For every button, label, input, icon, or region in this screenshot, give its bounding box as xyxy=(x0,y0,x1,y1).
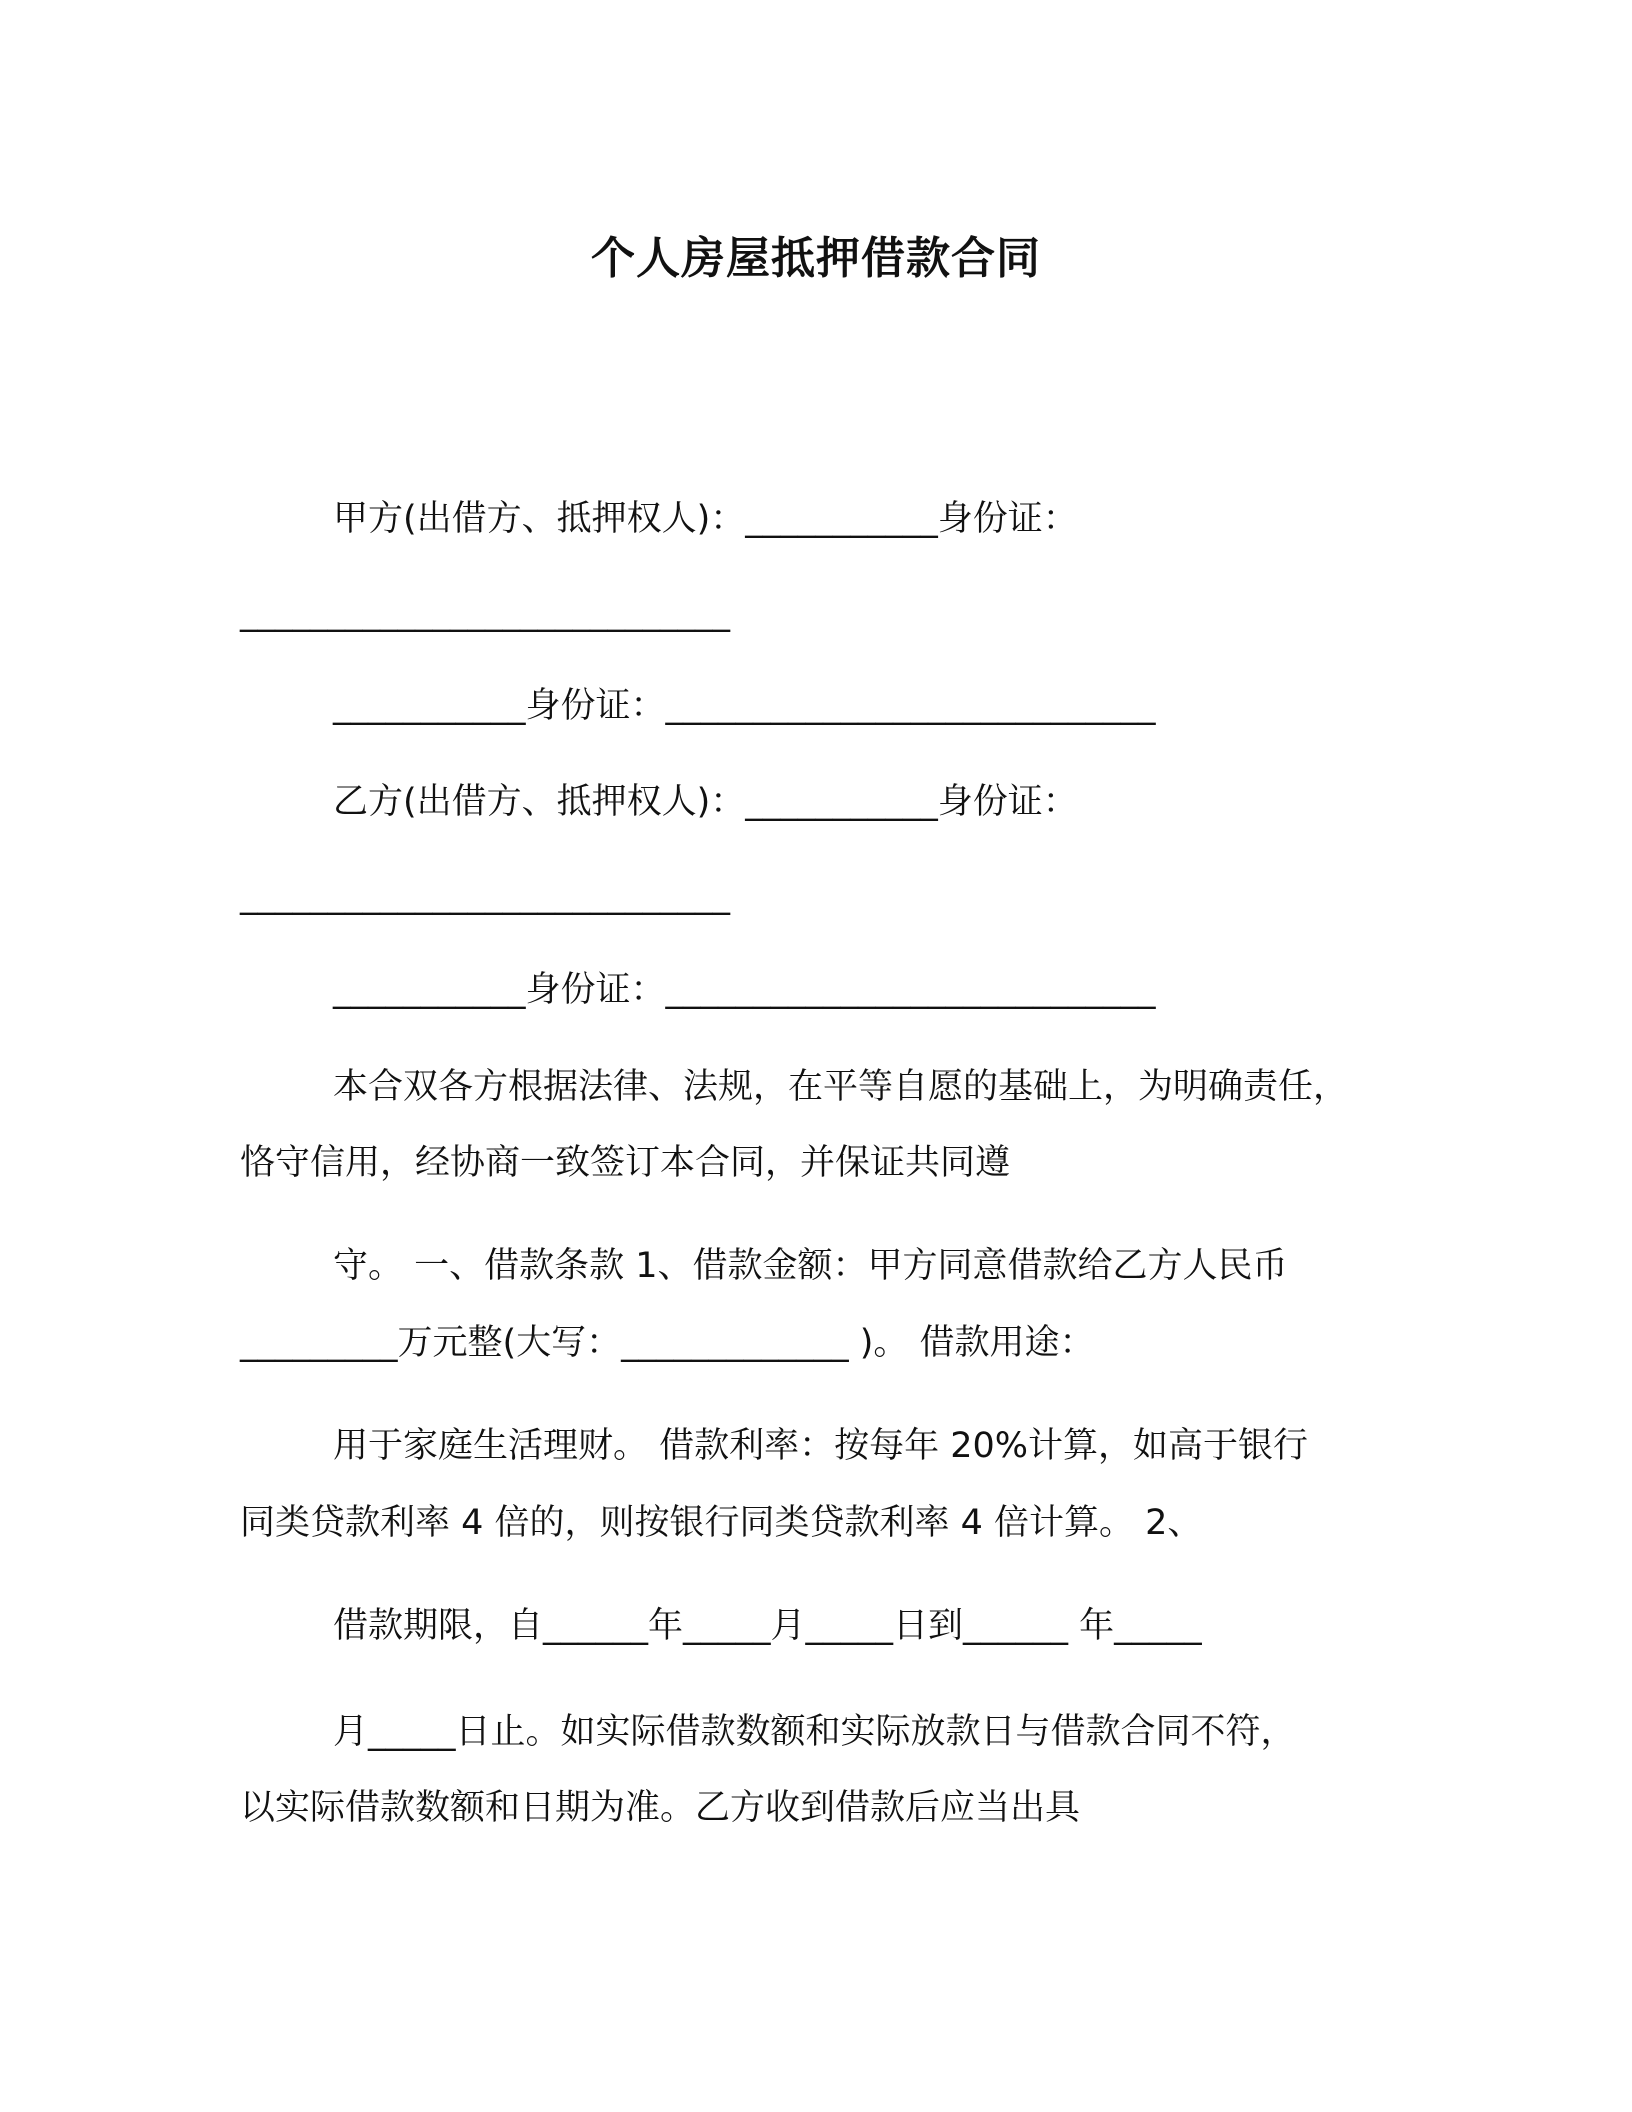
document-title: 个人房屋抵押借款合同 xyxy=(591,233,1041,284)
party-a-line: 甲方(出借方、抵押权人)：___________身份证： xyxy=(333,499,1078,539)
body-paragraph-line: 恪守信用，经协商一致签订本合同，并保证共同遵 xyxy=(240,1143,1011,1183)
body-paragraph-line: 同类贷款利率 4 倍的，则按银行同类贷款利率 4 倍计算。 2、 xyxy=(240,1503,1203,1543)
party-a-id-blank: ____________________________ xyxy=(240,593,730,633)
party-b-line: 乙方(出借方、抵押权人)：___________身份证： xyxy=(333,782,1078,822)
body-paragraph-line: 以实际借款数额和日期为准。乙方收到借款后应当出具 xyxy=(240,1788,1081,1828)
body-paragraph-line: 守。 一、借款条款 1、借款金额：甲方同意借款给乙方人民币 xyxy=(333,1246,1288,1286)
body-paragraph-line: 月_____日止。如实际借款数额和实际放款日与借款合同不符， xyxy=(333,1712,1296,1752)
body-paragraph-line: 借款期限，自______年_____月_____日到______ 年_____ xyxy=(333,1606,1202,1646)
body-paragraph-line: 本合双各方根据法律、法规，在平等自愿的基础上，为明确责任， xyxy=(333,1067,1349,1107)
body-paragraph-line: 用于家庭生活理财。 借款利率：按每年 20%计算，如高于银行 xyxy=(333,1426,1309,1466)
party-b-second-id-line: ___________身份证：____________________________ xyxy=(333,970,1156,1010)
party-b-id-blank: ____________________________ xyxy=(240,876,730,916)
party-a-second-id-line: ___________身份证：____________________________ xyxy=(333,686,1156,726)
body-paragraph-line: _________万元整(大写：_____________ )。 借款用途： xyxy=(240,1323,1095,1363)
